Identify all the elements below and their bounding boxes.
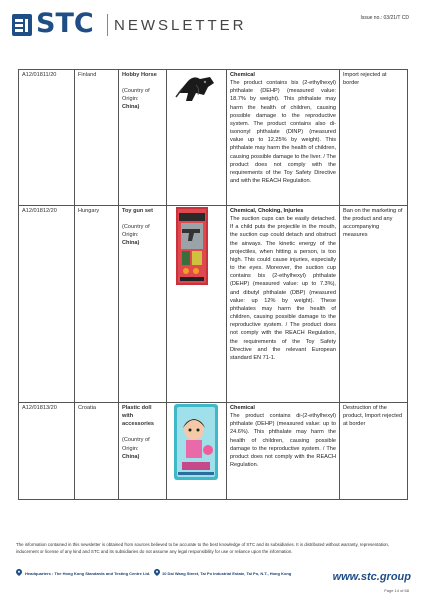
origin-label: (Country of Origin: [122, 88, 150, 103]
hobby-horse-image [170, 71, 220, 105]
product-cell [119, 206, 167, 403]
notification-table [18, 69, 408, 500]
page-number: Page 14 of 68 [384, 588, 409, 593]
country-cell: Finland [75, 70, 119, 206]
table-row [19, 206, 408, 403]
risk-cell [227, 70, 340, 206]
risk-description: The suction cups can be easily detached. If a child puts the projectile in the mouth, the suction cup could detach and obstruct the airways. The kinetic energy of the projectiles, when hitting a person, is too high. This could cause injuries, especially to the eyes. Moreover, the suction cup contains bis (2-ethylhexyl) phthalate (DEHP) (measured value: up to 7.3%), and dibutyl phthalate (DBP) (measured value: up 12% by weight). These phthalates may harm the health of children, causing possible damage to the reproductive system. / The product does not comply with the REACH Regulation, the requirements of the Toy Safety Directive and the relevant European standard EN 71-1. [230, 216, 336, 361]
logo-divider [107, 14, 108, 36]
measures-cell: Destruction of the product, Import rejected at border [340, 403, 408, 500]
risk-description: The product contains bis (2-ethylhexyl) phthalate (DEHP) (measured value: 18.7% by weight). This phthalate may harm the health of children, causing possible damage to the reproductive system. The product contains also di-isononyl phthalate (DINP) (measured value up to 12.25% by weight). This phthalate may harm the health of children, causing possible damage to the liver. / The product does not comply with the requirements of the Toy Safety Directive and with the REACH Regulation. [230, 80, 336, 185]
origin-label: (Country of Origin: [122, 437, 150, 452]
issue-number: Issue no.: 03/21/T CD [360, 15, 409, 21]
product-cell [119, 403, 167, 500]
product-cell [119, 70, 167, 206]
table-row [19, 403, 408, 500]
country-cell: Croatia [75, 403, 119, 500]
address-text: 10 Dai Wang Street, Tai Po Industrial Estate, Tai Po, N.T., Hong Kong [162, 571, 292, 576]
risk-type: Chemical [230, 72, 255, 78]
location-pin-icon [154, 569, 160, 576]
product-name: Toy gun set [122, 208, 153, 214]
origin-label: (Country of Origin: [122, 224, 150, 239]
risk-description: The product contains di-(2-ethylhexyl) phthalate (DEHP) (measured value: up to 24.6%). This phthalate may harm the health of children, causing possible damage to the reproductive system. / The product does not comply with the REACH Regulation. [230, 413, 336, 469]
toy-gun-set-image [170, 207, 218, 287]
reference-cell: A12/01813/20 [19, 403, 75, 500]
plastic-doll-image [170, 404, 222, 480]
origin-value: China) [122, 453, 140, 460]
product-name: Hobby Horse [122, 72, 157, 78]
risk-type: Chemical, Choking, Injuries [230, 208, 304, 214]
image-cell [167, 70, 227, 206]
origin-value: China) [122, 240, 140, 247]
headquarters-text: Headquarters : The Hong Kong Standards and Testing Centre Ltd. [25, 571, 151, 576]
measures-cell: Ban on the marketing of the product and any accompanying measures [340, 206, 408, 403]
risk-cell [227, 206, 340, 403]
logo-text: STC [36, 8, 94, 39]
image-cell [167, 206, 227, 403]
country-cell: Hungary [75, 206, 119, 403]
website-link[interactable]: www.stc.group [332, 571, 411, 583]
table-row [19, 70, 408, 206]
reference-cell: A12/01812/20 [19, 206, 75, 403]
product-name: Plastic doll with accessories [122, 405, 155, 428]
page-header [0, 0, 425, 44]
reference-cell: A12/01811/20 [19, 70, 75, 206]
measures-cell: Import rejected at border [340, 70, 408, 206]
disclaimer-text: The information contained in this newsletter is obtained from sources believed to be accurate to the best knowledge of STC and its subsidiaries. It is distributed without warranty, representation, inducement or license of any kind and STC and its subsidiaries do not assume any legal responsibility for use or reliance upon the information. [16, 542, 390, 554]
newsletter-title: NEWSLETTER [114, 17, 247, 34]
stc-logo-icon [12, 14, 32, 36]
risk-cell [227, 403, 340, 500]
origin-value: China) [122, 104, 140, 111]
location-pin-icon [16, 569, 22, 576]
image-cell [167, 403, 227, 500]
risk-type: Chemical [230, 405, 255, 411]
